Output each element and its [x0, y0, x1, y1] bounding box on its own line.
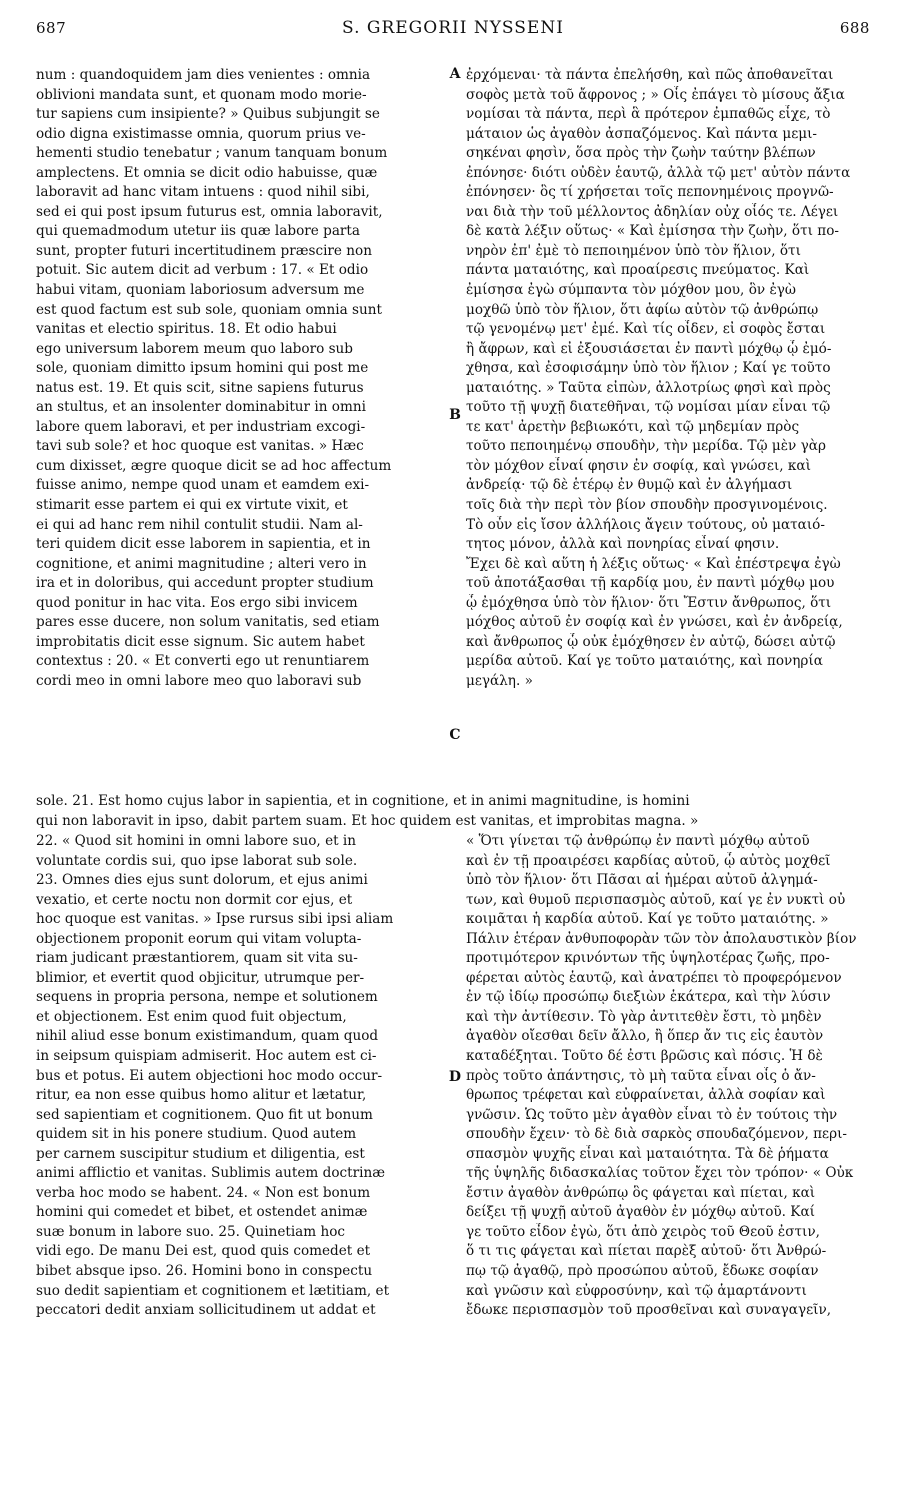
text-line: Τὸ οὖν εἰς ἴσον ἀλλήλοις ἄγειν τούτους, οὐ ματαιό- — [466, 516, 825, 533]
text-line: hementi studio tenebatur ; vanum tanquam bonum — [36, 145, 388, 162]
text-line: ἀγαθὸν οἴεσθαι δεῖν ἄλλο, ἢ ὅπερ ἄν τις εἰς ἑαυτὸν — [466, 1028, 824, 1045]
text-line: σοφὸς μετὰ τοῦ ἄφρονος ; » Οἷς ἐπάγει τὸ μίσους ἄξια — [466, 86, 845, 103]
text-line: ὅ τι τις φάγεται καὶ πίεται παρὲξ αὐτοῦ· ὅτι Ἀνθρώ- — [466, 1243, 827, 1260]
text-line: potuit. Sic autem dicit ad verbum : 17. « Et odio — [36, 262, 369, 279]
text-line: in seipsum quispiam admiserit. Hoc autem est ci- — [36, 1048, 377, 1065]
text-line: improbitatis dicit esse signum. Sic autem habet — [36, 633, 365, 650]
text-line: quod ponitur in hac vita. Eos ergo sibi invicem — [36, 594, 358, 611]
text-line: pares esse ducere, non solum vanitatis, sed etiam — [36, 614, 380, 631]
text-line: nihil aliud esse bonum existimandum, quam quod — [36, 1028, 379, 1045]
text-line: ἐν τῷ ἰδίῳ προσώπῳ διεξιὼν ἑκάτερα, καὶ τὴν λύσιν — [466, 989, 831, 1006]
text-line: tavi sub sole? et hoc quoque est vanitas. » Hæc — [36, 438, 364, 455]
text-line: καὶ ἐν τῇ προαιρέσει καρδίας αὐτοῦ, ᾧ αὐτὸς μοχθεῖ — [466, 852, 831, 869]
text-line: laboravit ad hanc vitam intuens : quod nihil sibi, — [36, 184, 370, 201]
text-line: ritur, ea non esse quibus homo alitur et lætatur, — [36, 1087, 367, 1104]
text-line: σπασμὸν ψυχῆς εἶναι καὶ ματαιότητα. Τὰ δὲ ῥήματα — [466, 1145, 829, 1162]
text-line: γε τοῦτο εἶδον ἐγὼ, ὅτι ἀπὸ χειρὸς τοῦ Θεοῦ ἐστιν, — [466, 1223, 820, 1240]
latin-column-top — [36, 66, 444, 692]
text-line: peccatori dedit anxiam sollicitudinem ut addat et — [36, 1302, 376, 1319]
text-line: riam judicant præstantiorem, quam sit vita su- — [36, 950, 358, 967]
text-line: τοῦ ἀποτάξασθαι τῇ καρδίᾳ μου, ἐν παντὶ μόχθῳ μου — [466, 575, 835, 592]
text-line: μεγάλη. » — [466, 672, 533, 689]
text-line: oblivioni mandata sunt, et quonam modo morie- — [36, 86, 367, 103]
text-line: vanitas et electio spiritus. 18. Et odio habui — [36, 321, 337, 338]
text-line: suo dedit sapientiam et cognitionem et lætitiam, et — [36, 1282, 390, 1299]
text-line: ἀνδρείᾳ· τῷ δὲ ἑτέρῳ ἐν θυμῷ καὶ ἐν ἀλγήμασι — [466, 477, 793, 494]
text-line: qui quemadmodum utetur iis quæ labore parta — [36, 223, 360, 240]
text-line: cordi meo in omni labore meo quo laboravi sub — [36, 672, 362, 689]
text-line: habui vitam, quoniam laboriosum adversum me — [36, 282, 365, 299]
page-header — [36, 8, 870, 48]
text-line: τῷ γενομένῳ μετ' ἐμέ. Καὶ τίς οἶδεν, εἰ σοφὸς ἔσται — [466, 321, 826, 338]
text-line: odio digna existimasse omnia, quorum prius ve- — [36, 125, 366, 142]
text-line: νομίσαι τὰ πάντα, περὶ ἃ πρότερον ἐμπαθῶς εἶχε, τὸ — [466, 106, 831, 123]
running-title: S. GREGORII NYSSENI — [342, 18, 564, 38]
text-line: est quod factum est sub sole, quoniam omnia sunt — [36, 301, 383, 318]
text-line: ἐμίσησα ἐγὼ σύμπαντα τὸν μόχθον μου, ὃν ἐγὼ — [466, 282, 796, 299]
text-line: πῳ τῷ ἀγαθῷ, πρὸ προσώπου αὐτοῦ, ἔδωκε σοφίαν — [466, 1263, 819, 1280]
text-line: τοῦτο τῇ ψυχῇ διατεθῆναι, τῷ νομίσαι μίαν εἶναι τῷ — [466, 399, 831, 416]
text-line: μοχθῶ ὑπὸ τὸν ἥλιον, ὅτι ἀφίω αὐτὸν τῷ ἀνθρώπῳ — [466, 301, 819, 318]
text-line: Ἔχει δὲ καὶ αὕτη ἡ λέξις οὕτως· « Καὶ ἐπέστρεψα ἐγὼ — [466, 555, 841, 572]
text-line: sed sapientiam et cognitionem. Quo fit ut bonum — [36, 1106, 373, 1123]
text-line: vexatio, et certe noctu non dormit cor ejus, et — [36, 891, 353, 908]
text-line: per carnem suscipitur studium et diligentia, est — [36, 1145, 365, 1162]
text-line: ματαιότης. » Ταῦτα εἰπὼν, ἀλλοτρίως φησὶ καὶ πρὸς — [466, 379, 831, 396]
text-line: cognitione, et animi magnitudine ; alteri vero in — [36, 555, 367, 572]
text-line: fuisse animo, nempe quod unam et eamdem exi- — [36, 477, 370, 494]
text-line: ᾧ ἐμόχθησα ὑπὸ τὸν ἥλιον· ὅτι Ἔστιν ἄνθρωπος, ὅτι — [466, 594, 832, 611]
text-line: sole, quoniam dimitto ipsum homini qui post me — [36, 360, 369, 377]
text-line: verba hoc modo se habent. 24. « Non est bonum — [36, 1184, 371, 1201]
text-line: et objectionem. Est enim quod fuit objectum, — [36, 1008, 347, 1025]
text-line: τῆς ὑψηλῆς διδασκαλίας τοῦτον ἔχει τὸν τρόπον· « Οὐκ — [466, 1165, 854, 1182]
text-line: τητος μόνον, ἀλλὰ καὶ πονηρίας εἶναί φησιν. — [466, 536, 780, 553]
text-line: 22. « Quod sit homini in omni labore suo, et in — [36, 833, 357, 849]
latin-column-bottom — [36, 832, 444, 1321]
margin-marker-a: A — [449, 66, 461, 82]
text-line: sed ei qui post ipsum futurus est, omnia laboravit, — [36, 203, 383, 220]
text-line: δείξει τῇ ψυχῇ αὐτοῦ ἀγαθὸν ἐν μόχθῳ αὐτοῦ. Καί — [466, 1204, 815, 1221]
greek-column-top — [466, 66, 876, 692]
margin-marker-d: D — [448, 1069, 462, 1085]
text-line: ἐπόνησε· διότι οὐδὲν ἑαυτῷ, ἀλλὰ τῷ μετ' αὐτὸν πάντα — [466, 164, 851, 181]
page-number-right: 688 — [839, 19, 870, 37]
text-line: an stultus, et an insolenter dominabitur in omni — [36, 399, 366, 416]
text-line: voluntate cordis sui, quo ipse laborat sub sole. — [36, 852, 358, 869]
text-line: « Ὅτι γίνεται τῷ ἀνθρώπῳ ἐν παντὶ μόχθῳ αὐτοῦ — [466, 833, 810, 849]
text-line: ego universum laborem meum quo laboro sub — [36, 340, 354, 357]
text-line: blimior, et evertit quod objicitur, utrumque per- — [36, 969, 365, 986]
text-line: bus et potus. Ei autem objectioni hoc modo occur- — [36, 1067, 383, 1084]
text-line: καταδέξηται. Τοῦτο δέ ἐστι βρῶσις καὶ πόσις. Ἡ δὲ — [466, 1048, 823, 1065]
text-line: quidem sit in his ponere studium. Quod autem — [36, 1126, 357, 1143]
greek-column-bottom — [466, 832, 876, 1321]
text-line: τοῦτο πεποιημένῳ σπουδὴν, τὴν μερίδα. Τῷ μὲν γὰρ — [466, 438, 826, 455]
text-line: νηρὸν ἐπ' ἐμὲ τὸ πεποιημένον ὑπὸ τὸν ἥλιον, ὅτι — [466, 242, 801, 259]
text-line: σπουδὴν ἔχειν· τὸ δὲ διὰ σαρκὸς σπουδαζόμενον, περι- — [466, 1126, 847, 1143]
text-line: μάταιον ὡς ἀγαθὸν ἀσπαζόμενος. Καὶ πάντα μεμι- — [466, 125, 817, 142]
margin-marker-c: C — [449, 727, 461, 743]
text-line: stimarit esse partem ei qui ex virtute vixit, et — [36, 497, 348, 514]
text-line: ἐρχόμεναι· τὰ πάντα ἐπελήσθη, καὶ πῶς ἀποθανεῖται — [466, 67, 834, 83]
text-line: θρωπος τρέφεται καὶ εὐφραίνεται, ἀλλὰ σοφίαν καὶ — [466, 1087, 826, 1104]
text-line: teri quidem dicit esse laborem in sapientia, et in — [36, 536, 371, 553]
text-line: τοῖς διὰ τὴν περὶ τὸν βίον σπουδὴν προσγινομένοις. — [466, 497, 828, 514]
text-line: suæ bonum in labore suo. 25. Quinetiam hoc — [36, 1223, 346, 1240]
text-line: χθησα, καὶ ἐσοφισάμην ὑπὸ τὸν ἥλιον ; Καί γε τοῦτο — [466, 360, 831, 377]
text-line: cum dixisset, ægre quoque dicit se ad hoc affectum — [36, 457, 392, 474]
text-line: πάντα ματαιότης, καὶ προαίρεσις πνεύματος. Καὶ — [466, 262, 810, 279]
text-line: ἢ ἄφρων, καὶ εἰ ἐξουσιάσεται ἐν παντὶ μόχθῳ ᾧ ἐμό- — [466, 340, 832, 357]
text-line: ὑπὸ τὸν ἥλιον· ὅτι Πᾶσαι αἱ ἡμέραι αὐτοῦ ἀλγημά- — [466, 872, 818, 889]
text-line: μόχθος αὐτοῦ ἐν σοφίᾳ καὶ ἐν γνώσει, καὶ ἐν ἀνδρείᾳ, — [466, 614, 843, 631]
text-line: natus est. 19. Et quis scit, sitne sapiens futurus — [36, 379, 364, 396]
text-line: φέρεται αὐτὸς ἑαυτῷ, καὶ ἀνατρέπει τὸ προφερόμενον — [466, 969, 842, 986]
text-line: hoc quoque est vanitas. » Ipse rursus sibi ipsi aliam — [36, 911, 394, 928]
text-line: καὶ ἄνθρωπος ᾧ οὐκ ἐμόχθησεν ἐν αὐτῷ, δώσει αὐτῷ — [466, 633, 836, 650]
text-line: labore quem laboravi, et per industriam excogi- — [36, 418, 366, 435]
text-line: γνῶσιν. Ὡς τοῦτο μὲν ἀγαθὸν εἶναι τὸ ἐν τούτοις τὴν — [466, 1106, 838, 1123]
text-line: objectionem proponit eorum qui vitam volupta- — [36, 930, 362, 947]
margin-marker-b: B — [449, 407, 461, 423]
text-line: τὸν μόχθον εἶναί φησιν ἐν σοφίᾳ, καὶ γνώσει, καὶ — [466, 457, 811, 474]
text-line: homini qui comedet et bibet, et ostendet animæ — [36, 1204, 368, 1221]
text-line: των, καὶ θυμοῦ περισπασμὸς αὐτοῦ, καί γε ἐν νυκτὶ οὐ — [466, 891, 846, 908]
text-line: ἔδωκε περισπασμὸν τοῦ προσθεῖναι καὶ συναγαγεῖν, — [466, 1302, 832, 1319]
text-line: τε κατ' ἀρετὴν βεβιωκότι, καὶ τῷ μηδεμίαν πρὸς — [466, 418, 800, 435]
text-line: amplectens. Et omnia se dicit odio habuisse, quæ — [36, 164, 378, 181]
text-line: bibet absque ipso. 26. Homini bono in conspectu — [36, 1263, 373, 1280]
text-line: Πάλιν ἑτέραν ἀνθυποφορὰν τῶν τὸν ἀπολαυστικὸν βίον — [466, 930, 857, 947]
text-line: ἔστιν ἀγαθὸν ἀνθρώπῳ ὃς φάγεται καὶ πίεται, καὶ — [466, 1184, 816, 1201]
text-line: vidi ego. De manu Dei est, quod quis comedet et — [36, 1243, 371, 1260]
text-line: σηκέναι φησὶν, ὅσα πρὸς τὴν ζωὴν ταύτην βλέπων — [466, 145, 816, 162]
text-line: sole. 21. Est homo cujus labor in sapientia, et in cognitione, et in animi magnitudine, is homini — [36, 793, 690, 809]
text-line: καὶ τὴν ἀντίθεσιν. Τὸ γὰρ ἀντιτεθὲν ἔστι, τὸ μηδὲν — [466, 1008, 822, 1025]
text-line: ἐπόνησεν· ὃς τί χρήσεται τοῖς πεπονημένοις προγνῶ- — [466, 184, 834, 201]
text-line: μερίδα αὐτοῦ. Καί γε τοῦτο ματαιότης, καὶ πονηρία — [466, 653, 823, 670]
text-line: animi afflictio et vanitas. Sublimis autem doctrinæ — [36, 1165, 385, 1182]
text-line: ναι διὰ τὴν τοῦ μέλλοντος ἀδηλίαν οὐχ οἷός τε. Λέγει — [466, 203, 839, 220]
text-line: 23. Omnes dies ejus sunt dolorum, et ejus animi — [36, 872, 368, 889]
text-line: sunt, propter futuri incertitudinem præscire non — [36, 242, 372, 259]
text-line: contextus : 20. « Et converti ego ut renuntiarem — [36, 653, 370, 670]
text-line: qui non laboravit in ipso, dabit partem suam. Et hoc quidem est vanitas, et improbitas magna. » — [36, 812, 699, 829]
text-line: ira et in doloribus, qui accedunt propter studium — [36, 575, 374, 592]
text-line: sequens in propria persona, nempe et solutionem — [36, 989, 378, 1006]
text-line: tur sapiens cum insipiente? » Quibus subjungit se — [36, 106, 380, 123]
text-line: num : quandoquidem jam dies venientes : omnia — [36, 67, 371, 83]
page-number-left: 687 — [36, 19, 67, 37]
text-line: κοιμᾶται ἡ καρδία αὐτοῦ. Καί γε τοῦτο ματαιότης. » — [466, 911, 829, 928]
text-line: δὲ κατὰ λέξιν οὕτως· « Καὶ ἐμίσησα τὴν ζωὴν, ὅτι πο- — [466, 223, 839, 240]
text-line: καὶ γνῶσιν καὶ εὐφροσύνην, καὶ τῷ ἁμαρτάνοντι — [466, 1282, 807, 1299]
text-line: προτιμότερον κρινόντων τῆς ὑψηλοτέρας ζωῆς, προ- — [466, 950, 830, 967]
full-width-latin-text — [36, 792, 876, 831]
text-line: πρὸς τοῦτο ἀπάντησις, τὸ μὴ ταῦτα εἶναι οἷς ὁ ἄν- — [466, 1067, 816, 1084]
text-line: ei qui ad hanc rem nihil contulit studii. Nam al- — [36, 516, 363, 533]
